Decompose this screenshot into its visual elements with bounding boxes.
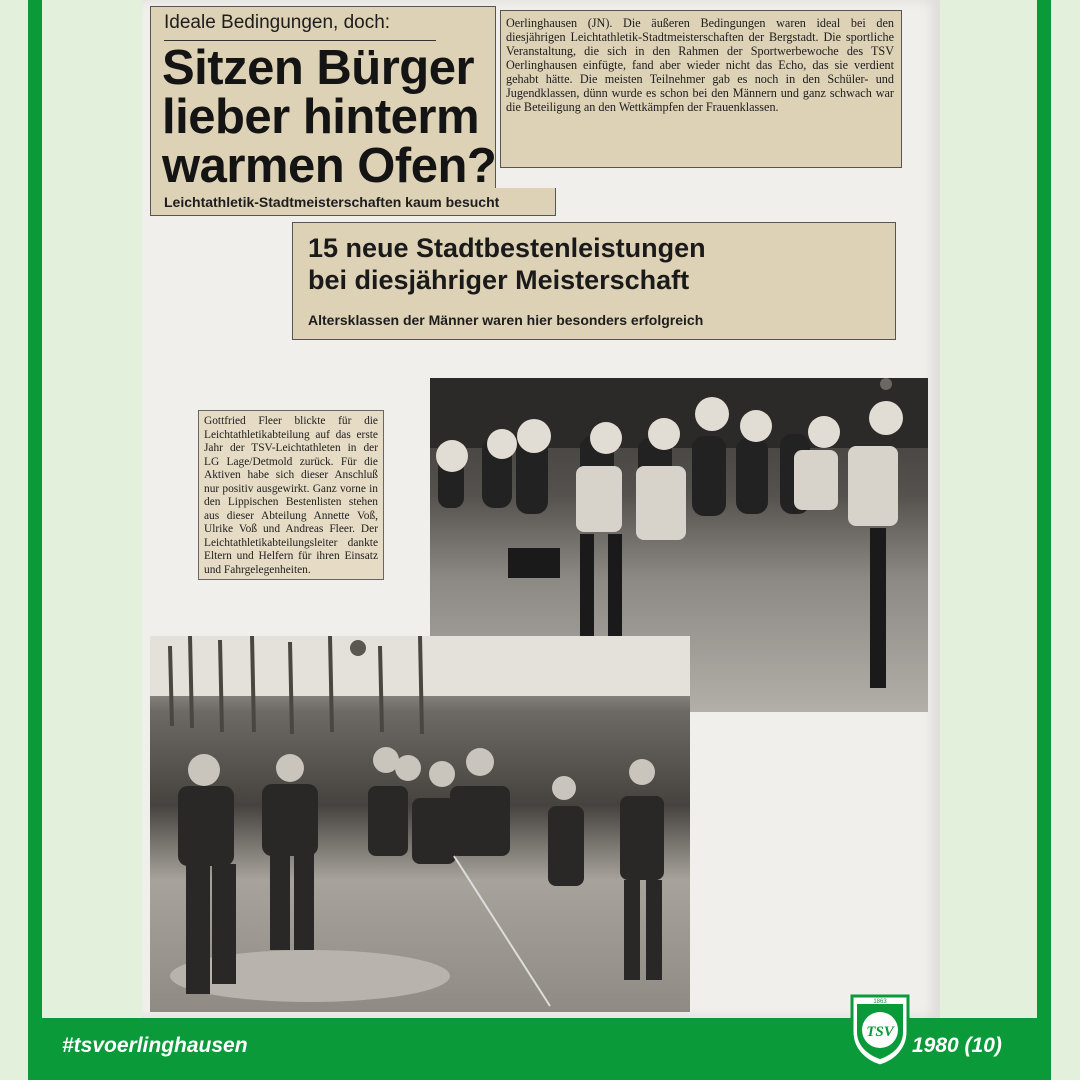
hashtag-text: #tsvoerlinghausen (62, 1034, 248, 1057)
caption-text: Gottfried Fleer blickte für die Leichtathletikabteilung auf das erste Jahr der TSV-Leichtathleten in der LG Lage/Detmold zurück. Für die Aktiven habe sich dieser Anschluß nur positiv ausgewirkt. Ganz vorne in den Lippischen Bestenlisten stehen aus dieser Abteilung Annette Voß, Ulrike Voß und Andreas Fleer. Der Leichtathletikabteilungsleiter dankte Eltern und Helfern für ihren Einsatz und Fahrgelegenheiten. (198, 410, 384, 580)
photo-men-shot-put (150, 636, 690, 1012)
year-label: 1980 (10) (912, 1034, 1002, 1057)
headline-text: Sitzen Bürger lieber hinterm warmen Ofen? (162, 41, 497, 193)
tsv-logo-icon (848, 992, 912, 1068)
frame-left-border (28, 0, 42, 1030)
kicker-text: Ideale Bedingungen, doch: (164, 12, 391, 33)
frame-right-border (1037, 0, 1051, 1030)
clipping2-headline: 15 neue Stadtbestenleistungen bei diesjähriger Meisterschaft (308, 233, 706, 295)
logo-letters: TSV (866, 1024, 894, 1040)
subheadline-text: Leichtathletik-Stadtmeisterschaften kaum besucht (164, 194, 500, 210)
article-body-text: Oerlinghausen (JN). Die äußeren Bedingungen waren ideal bei den diesjährigen Leichtathletik-Stadtmeisterschaften der Bergstadt. Die sportliche Veranstaltung, die sich in den Rahmen der Sportwerbewoche des TSV Oerlinghausen einfügte, fand aber wieder nicht das Echo, das sie verdient gehabt hätte. Die meisten Teilnehmer gab es noch in den Schüler- und Jugendklassen, dünn wurde es schon bei den Männern und ganz schwach war die Beteiligung an den Wettkämpfen der Frauenklassen. (506, 16, 894, 114)
clipping2-subheadline: Altersklassen der Männer waren hier besonders erfolgreich (308, 312, 704, 328)
logo-year: 1863 (873, 999, 887, 1005)
